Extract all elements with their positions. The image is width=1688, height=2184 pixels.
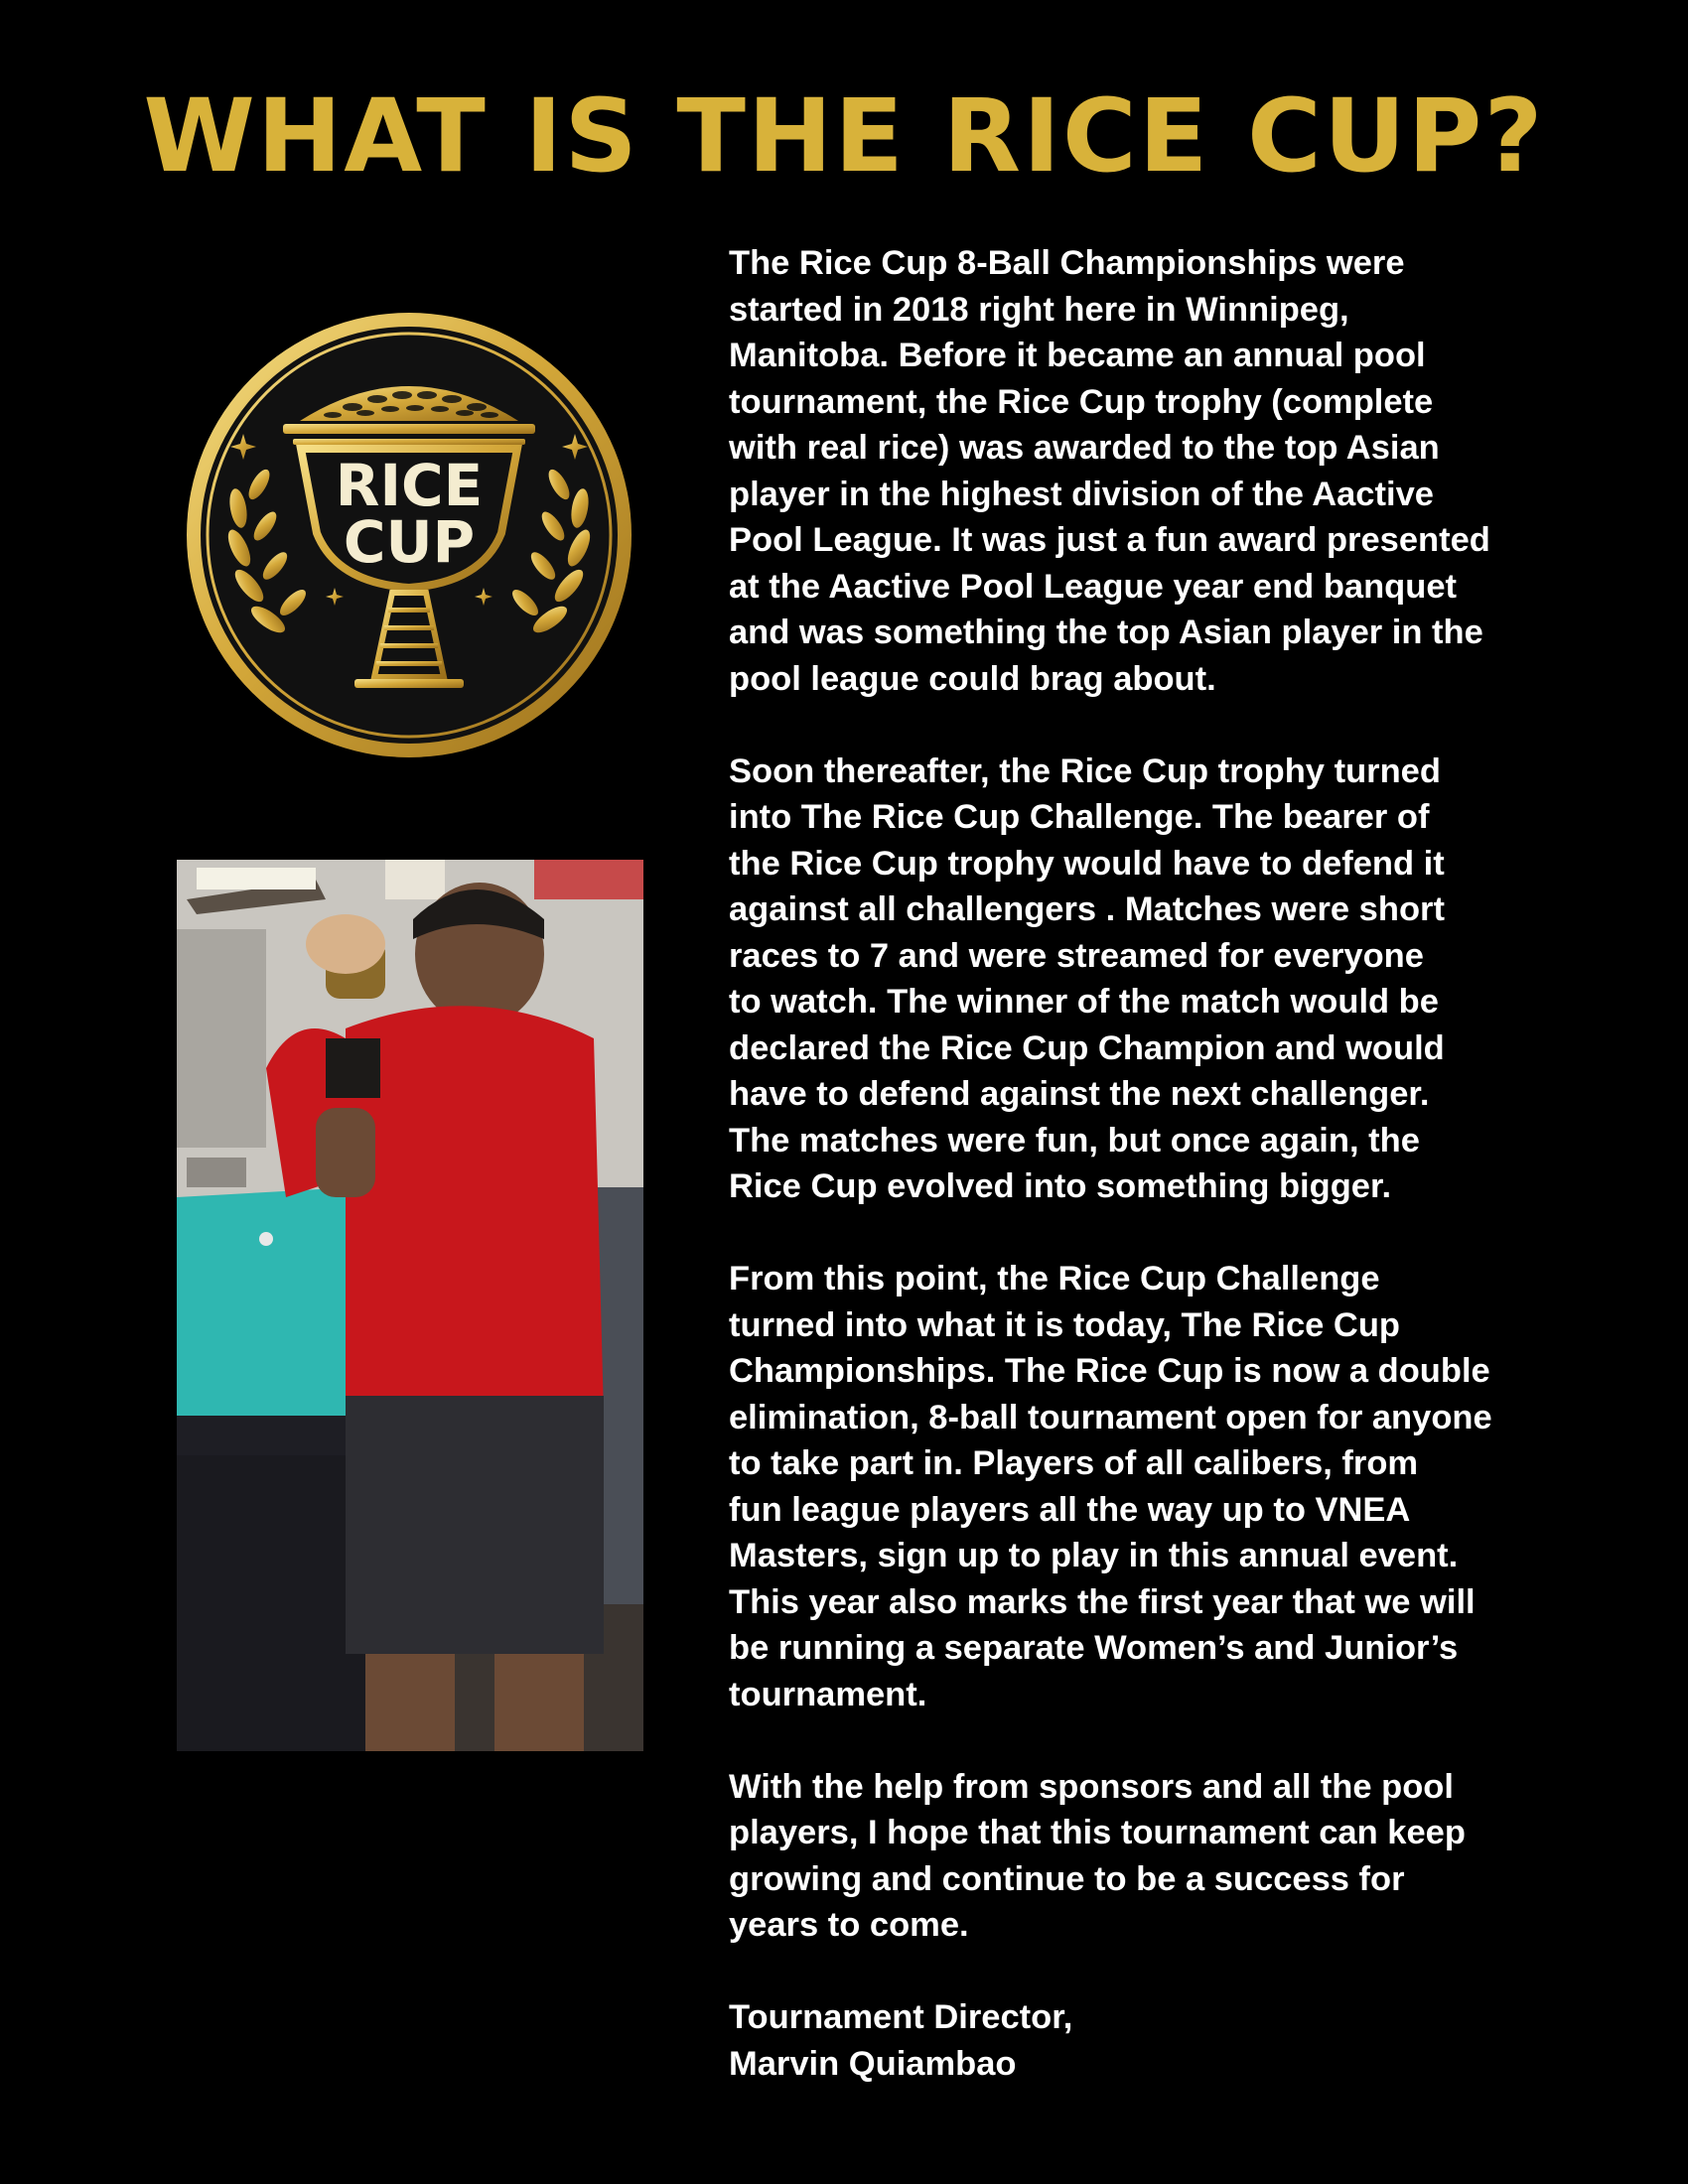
text-line: Soon thereafter, the Rice Cup trophy turned — [729, 751, 1441, 790]
text-line: declared the Rice Cup Champion and would — [729, 1028, 1445, 1067]
text-line: tournament, the Rice Cup trophy (complete — [729, 382, 1434, 421]
text-line: started in 2018 right here in Winnipeg, — [729, 290, 1349, 329]
signoff — [729, 1994, 1622, 2087]
text-line: This year also marks the first year that we will — [729, 1582, 1476, 1621]
text-line: races to 7 and were streamed for everyone — [729, 936, 1424, 975]
text-line: turned into what it is today, The Rice Cup — [729, 1305, 1400, 1344]
text-line: with real rice) was awarded to the top Asian — [729, 429, 1440, 467]
text-line: Championships. The Rice Cup is now a double — [729, 1352, 1490, 1390]
text-line: against all challengers . Matches were short — [729, 890, 1445, 928]
text-line: be running a separate Women’s and Junior’s — [729, 1629, 1459, 1667]
text-line: the Rice Cup trophy would have to defend it — [729, 844, 1445, 883]
text-line: have to defend against the next challenger. — [729, 1075, 1430, 1113]
text-line: Masters, sign up to play in this annual event. — [729, 1537, 1459, 1574]
text-line: player in the highest division of the Aactive — [729, 475, 1434, 513]
text-line: The matches were fun, but once again, the — [729, 1121, 1420, 1160]
text-line: With the help from sponsors and all the pool — [729, 1767, 1454, 1806]
paragraph-3 — [729, 1256, 1622, 1717]
text-line: and was something the top Asian player in the — [729, 614, 1483, 651]
paragraph-1 — [729, 240, 1622, 702]
article-body — [729, 240, 1622, 2087]
text-line: pool league could brag about. — [729, 659, 1216, 698]
text-line: growing and continue to be a success for — [729, 1859, 1405, 1898]
text-line: Manitoba. Before it became an annual pool — [729, 337, 1426, 374]
text-line: at the Aactive Pool League year end banquet — [729, 567, 1457, 606]
text-line: players, I hope that this tournament can keep — [729, 1814, 1466, 1851]
rice-cup-logo — [184, 310, 634, 760]
signoff-role: Tournament Director, — [729, 1998, 1073, 2036]
text-line: elimination, 8-ball tournament open for anyone — [729, 1398, 1492, 1436]
player-photo — [177, 860, 643, 1751]
paragraph-4 — [729, 1764, 1622, 1949]
text-line: The Rice Cup 8-Ball Championships were — [729, 244, 1405, 282]
text-line: fun league players all the way up to VNEA — [729, 1490, 1411, 1529]
paragraph-2 — [729, 749, 1622, 1210]
text-line: years to come. — [729, 1906, 969, 1944]
text-line: tournament. — [729, 1675, 927, 1713]
signoff-name: Marvin Quiambao — [729, 2044, 1017, 2083]
text-line: From this point, the Rice Cup Challenge — [729, 1260, 1380, 1297]
page-title: WHAT IS THE RICE CUP? — [143, 77, 1545, 196]
text-line: Pool League. It was just a fun award presented — [729, 521, 1490, 559]
text-line: Rice Cup evolved into something bigger. — [729, 1167, 1392, 1205]
logo-text-rice: RICE — [335, 452, 484, 519]
logo-text-cup: CUP — [343, 508, 476, 576]
text-line: into The Rice Cup Challenge. The bearer of — [729, 798, 1430, 836]
text-line: to watch. The winner of the match would be — [729, 983, 1439, 1021]
text-line: to take part in. Players of all calibers, from — [729, 1444, 1419, 1482]
